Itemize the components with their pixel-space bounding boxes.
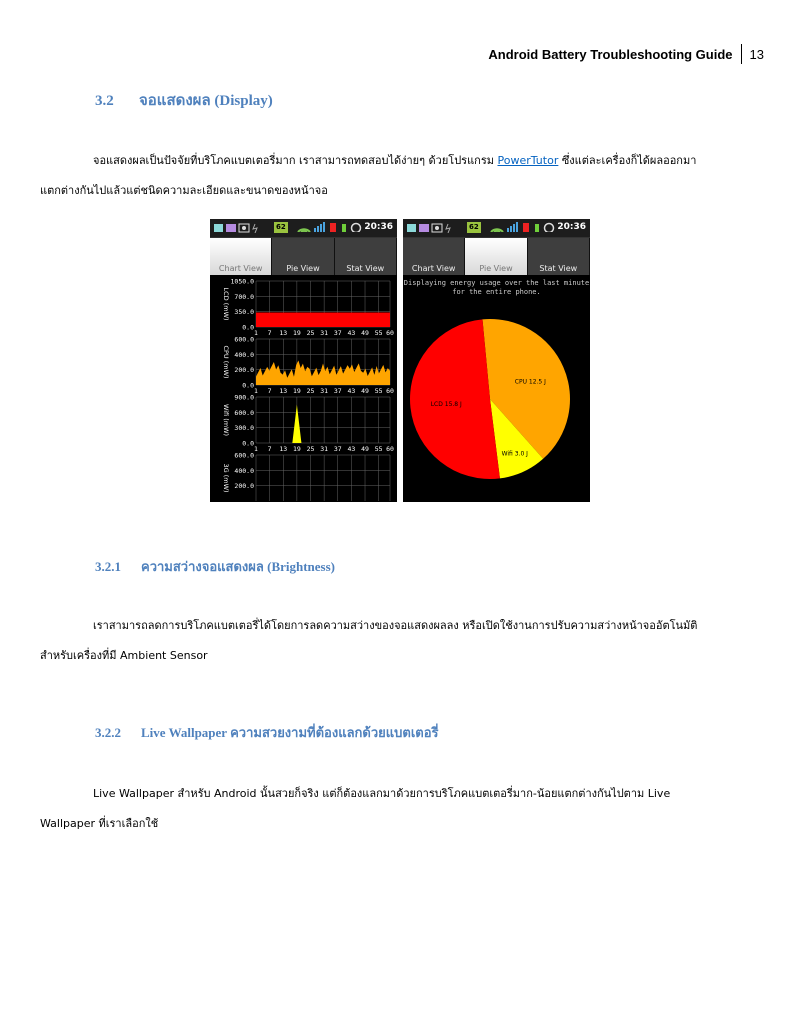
y-tick-label: 600.0 bbox=[234, 451, 254, 460]
section-title: จอแสดงผล (Display) bbox=[139, 93, 273, 109]
para1-after: ซึ่งแต่ละเครื่องก็ได้ผลออกมา bbox=[558, 154, 697, 167]
y-tick-label: 400.0 bbox=[234, 350, 254, 359]
y-tick-label: 400.0 bbox=[234, 466, 254, 475]
x-tick-label: 49 bbox=[361, 329, 369, 337]
x-tick-label: 37 bbox=[333, 329, 342, 337]
x-tick-label: 43 bbox=[347, 387, 356, 395]
live-wallpaper-paragraph bbox=[40, 779, 760, 839]
series-area bbox=[256, 405, 390, 443]
y-tick-label: 0.0 bbox=[242, 381, 254, 390]
powertutor-link[interactable]: PowerTutor bbox=[497, 154, 559, 167]
x-tick-label: 55 bbox=[374, 387, 383, 395]
x-tick-label: 1 bbox=[254, 445, 258, 453]
x-tick-label: 60 bbox=[386, 387, 394, 395]
x-tick-label: 7 bbox=[267, 387, 272, 395]
x-tick-label: 31 bbox=[320, 445, 329, 453]
x-tick-label: 60 bbox=[386, 329, 394, 337]
x-tick-label: 1 bbox=[254, 329, 258, 337]
x-tick-label: 43 bbox=[347, 445, 356, 453]
pie-caption-line2: for the entire phone. bbox=[452, 288, 541, 296]
pie-slice-label: Wifi 3.0 J bbox=[501, 450, 528, 458]
x-tick-label: 7 bbox=[267, 445, 272, 453]
x-tick-label: 49 bbox=[361, 445, 369, 453]
x-tick-label: 19 bbox=[292, 445, 301, 453]
x-tick-label: 55 bbox=[374, 329, 383, 337]
x-tick-label: 43 bbox=[347, 329, 356, 337]
x-tick-label: 25 bbox=[306, 445, 315, 453]
section-number: 3.2 bbox=[95, 93, 114, 109]
para1-line2: แตกต่างกันไปแล้วแต่ชนิดความละเอียดและขนาดของหน้าจอ bbox=[40, 184, 328, 197]
x-tick-label: 25 bbox=[306, 329, 315, 337]
section-heading-3-2-2 bbox=[95, 722, 439, 743]
header-divider bbox=[741, 44, 742, 64]
x-tick-label: 13 bbox=[279, 387, 288, 395]
para3-line2: Wallpaper ที่เราเลือกใช้ bbox=[40, 817, 159, 830]
x-tick-label: 13 bbox=[279, 445, 288, 453]
y-tick-label: 0.0 bbox=[242, 323, 254, 332]
pie-slice-label: LCD 15.8 J bbox=[430, 400, 462, 408]
y-tick-label: 300.0 bbox=[234, 424, 254, 433]
section-title: Live Wallpaper ความสวยงามที่ต้องแลกด้วยแบตเตอรี่ bbox=[141, 725, 439, 740]
section-number: 3.2.2 bbox=[95, 725, 121, 740]
para3-line1: Live Wallpaper สำหรับ Android นั้นสวยก็จริง แต่ก็ต้องแลกมาด้วยการบริโภคแบตเตอรี่มาก-น้อยแตกต่างกันไปตาม Live bbox=[93, 787, 671, 800]
tab-chart-view[interactable]: Chart View bbox=[403, 238, 465, 275]
y-axis-label: Wifi (mW) bbox=[222, 403, 230, 437]
chart-view-screenshot bbox=[210, 219, 397, 502]
tab-pie-view[interactable]: Pie View bbox=[272, 238, 334, 275]
tab-stat-view[interactable]: Stat View bbox=[528, 238, 590, 275]
x-tick-label: 31 bbox=[320, 329, 329, 337]
power-usage-charts bbox=[210, 277, 397, 502]
x-tick-label: 49 bbox=[361, 387, 369, 395]
lcd-series-area bbox=[256, 313, 390, 327]
section-number: 3.2.1 bbox=[95, 559, 121, 574]
notification-icons bbox=[214, 223, 274, 233]
tab-chart-view[interactable]: Chart View bbox=[210, 238, 272, 275]
y-tick-label: 700.0 bbox=[234, 292, 254, 301]
battery-percent-badge: 62 bbox=[469, 223, 479, 231]
x-tick-label: 55 bbox=[374, 445, 383, 453]
para2-line2: สำหรับเครื่องที่มี Ambient Sensor bbox=[40, 649, 208, 662]
y-axis-label: LCD (mW) bbox=[222, 287, 230, 321]
y-axis-label: 3G (mW) bbox=[222, 463, 230, 493]
x-tick-label: 1 bbox=[254, 387, 258, 395]
page-number: 13 bbox=[749, 46, 764, 62]
x-tick-label: 7 bbox=[267, 329, 272, 337]
x-tick-label: 25 bbox=[306, 387, 315, 395]
y-tick-label: 0.0 bbox=[242, 439, 254, 448]
guide-title: Android Battery Troubleshooting Guide bbox=[488, 46, 733, 62]
notification-icons bbox=[407, 223, 467, 233]
series-area bbox=[256, 360, 390, 385]
brightness-paragraph bbox=[40, 611, 760, 671]
energy-pie-chart bbox=[403, 277, 590, 502]
tab-pie-view[interactable]: Pie View bbox=[465, 238, 527, 275]
section-title: ความสว่างจอแสดงผล (Brightness) bbox=[141, 559, 335, 574]
pie-slice-label: CPU 12.5 J bbox=[514, 378, 546, 386]
pie-caption-line1: Displaying energy usage over the last minute bbox=[403, 279, 590, 287]
tab-bar bbox=[210, 238, 397, 275]
x-tick-label: 60 bbox=[386, 445, 394, 453]
x-tick-label: 13 bbox=[279, 329, 288, 337]
x-tick-label: 37 bbox=[333, 387, 342, 395]
y-tick-label: 200.0 bbox=[234, 482, 254, 491]
status-bar bbox=[403, 219, 590, 238]
y-tick-label: 1050.0 bbox=[230, 277, 254, 286]
y-tick-label: 350.0 bbox=[234, 308, 254, 317]
y-tick-label: 600.0 bbox=[234, 408, 254, 417]
para2-line1: เราสามารถลดการบริโภคแบตเตอรี่ได้โดยการลดความสว่างของจอแสดงผลลง หรือเปิดใช้งานการปรับความสว่างหน้าจออัตโนมัติ bbox=[93, 619, 698, 632]
y-tick-label: 600.0 bbox=[234, 335, 254, 344]
para1-before: จอแสดงผลเป็นปัจจัยที่บริโภคแบตเตอรี่มาก เราสามารถทดสอบได้ง่ายๆ ด้วยโปรแกรม bbox=[93, 154, 498, 167]
y-axis-label: CPU (mW) bbox=[222, 345, 230, 379]
pie-view-screenshot bbox=[403, 219, 590, 502]
display-paragraph bbox=[40, 146, 760, 206]
battery-percent-badge: 62 bbox=[276, 223, 286, 231]
x-tick-label: 31 bbox=[320, 387, 329, 395]
x-tick-label: 19 bbox=[292, 387, 301, 395]
status-bar bbox=[210, 219, 397, 238]
tab-bar bbox=[403, 238, 590, 275]
tab-stat-view[interactable]: Stat View bbox=[335, 238, 397, 275]
x-tick-label: 37 bbox=[333, 445, 342, 453]
running-header bbox=[488, 44, 764, 64]
x-tick-label: 19 bbox=[292, 329, 301, 337]
y-tick-label: 900.0 bbox=[234, 393, 254, 402]
clock: 20:36 bbox=[557, 222, 586, 232]
section-heading-3-2 bbox=[95, 88, 273, 112]
y-tick-label: 200.0 bbox=[234, 366, 254, 375]
clock: 20:36 bbox=[364, 222, 393, 232]
section-heading-3-2-1 bbox=[95, 556, 335, 577]
